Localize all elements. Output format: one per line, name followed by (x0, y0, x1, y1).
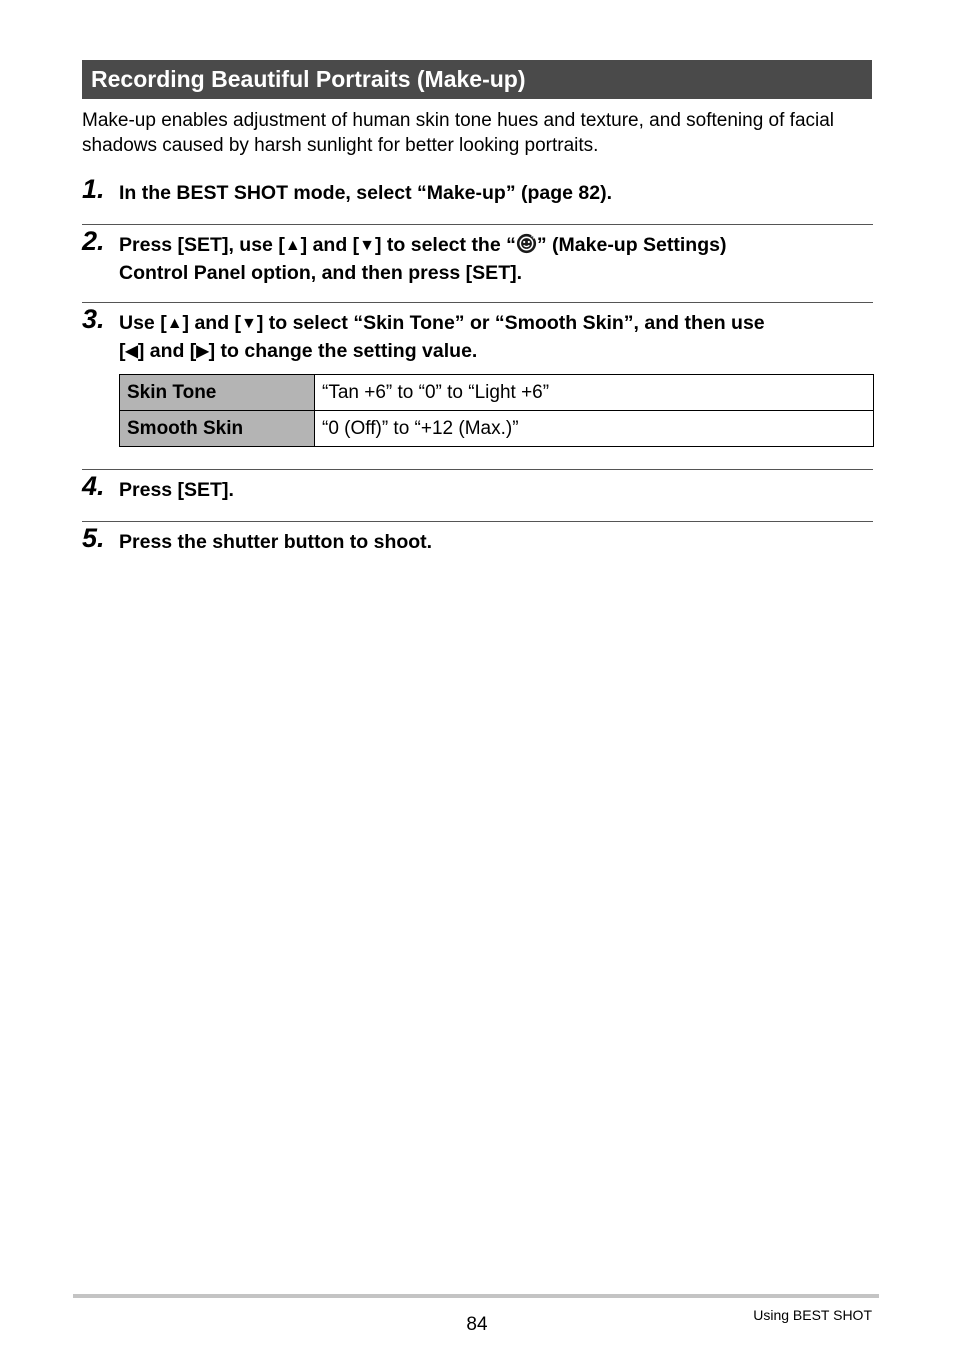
table-row (120, 375, 874, 411)
down-arrow-icon: ▼ (359, 237, 375, 254)
right-arrow-icon: ▶ (196, 343, 209, 360)
step-text-part: Control Panel option, and then press [SET]. (119, 262, 523, 284)
step-text-part: [ (119, 340, 126, 362)
step-1 (82, 174, 874, 206)
step-4 (82, 471, 874, 503)
footer-rule (73, 1294, 879, 1298)
setting-range: “0 (Off)” to “+12 (Max.)” (315, 411, 874, 447)
step-text-part: ” (Make-up Settings) (536, 234, 727, 256)
step-number: 1. (82, 174, 105, 204)
section-title: Recording Beautiful Portraits (Make-up) (91, 66, 526, 92)
step-text-part: ] and [ (300, 234, 360, 256)
step-text-part: ] to select “Skin Tone” or “Smooth Skin”, and then use (256, 312, 765, 334)
step-text-part: ] to change the setting value. (208, 340, 478, 362)
setting-name: Smooth Skin (120, 411, 315, 447)
step-number: 5. (82, 523, 105, 553)
setting-name: Skin Tone (120, 375, 315, 411)
step-text-part: Use [ (119, 312, 167, 334)
up-arrow-icon: ▲ (284, 237, 301, 254)
down-arrow-icon: ▼ (241, 315, 257, 332)
step-number: 4. (82, 471, 105, 501)
setting-range: “Tan +6” to “0” to “Light +6” (315, 375, 874, 411)
step-text (119, 232, 874, 286)
footer-section-name: Using BEST SHOT (753, 1307, 872, 1323)
step-3 (82, 304, 874, 366)
step-divider (82, 302, 873, 303)
step-5 (82, 523, 874, 555)
step-text-part: ] and [ (137, 340, 197, 362)
section-title-bar (82, 60, 872, 99)
settings-table (119, 374, 874, 447)
step-text-part: ] and [ (182, 312, 242, 334)
step-2 (82, 226, 874, 286)
step-text-part: Press [SET], use [ (119, 234, 285, 256)
page-number: 84 (466, 1314, 488, 1335)
step-text (119, 310, 874, 366)
make-up-settings-icon (516, 233, 537, 254)
step-text: Press the shutter button to shoot. (119, 531, 433, 553)
step-number: 3. (82, 304, 105, 334)
step-text-part: ] to select the “ (375, 234, 516, 256)
up-arrow-icon: ▲ (166, 315, 183, 332)
intro-paragraph: Make-up enables adjustment of human skin tone hues and texture, and softening of facial shadows caused by harsh sunlight for better looking portraits. (82, 110, 835, 156)
left-arrow-icon: ◀ (125, 343, 138, 360)
step-text: Press [SET]. (119, 479, 234, 501)
step-number: 2. (82, 226, 105, 256)
table-row (120, 411, 874, 447)
step-text: In the BEST SHOT mode, select “Make-up” (page 82). (119, 182, 613, 204)
step-divider (82, 469, 873, 470)
step-divider (82, 224, 873, 225)
step-divider (82, 521, 873, 522)
